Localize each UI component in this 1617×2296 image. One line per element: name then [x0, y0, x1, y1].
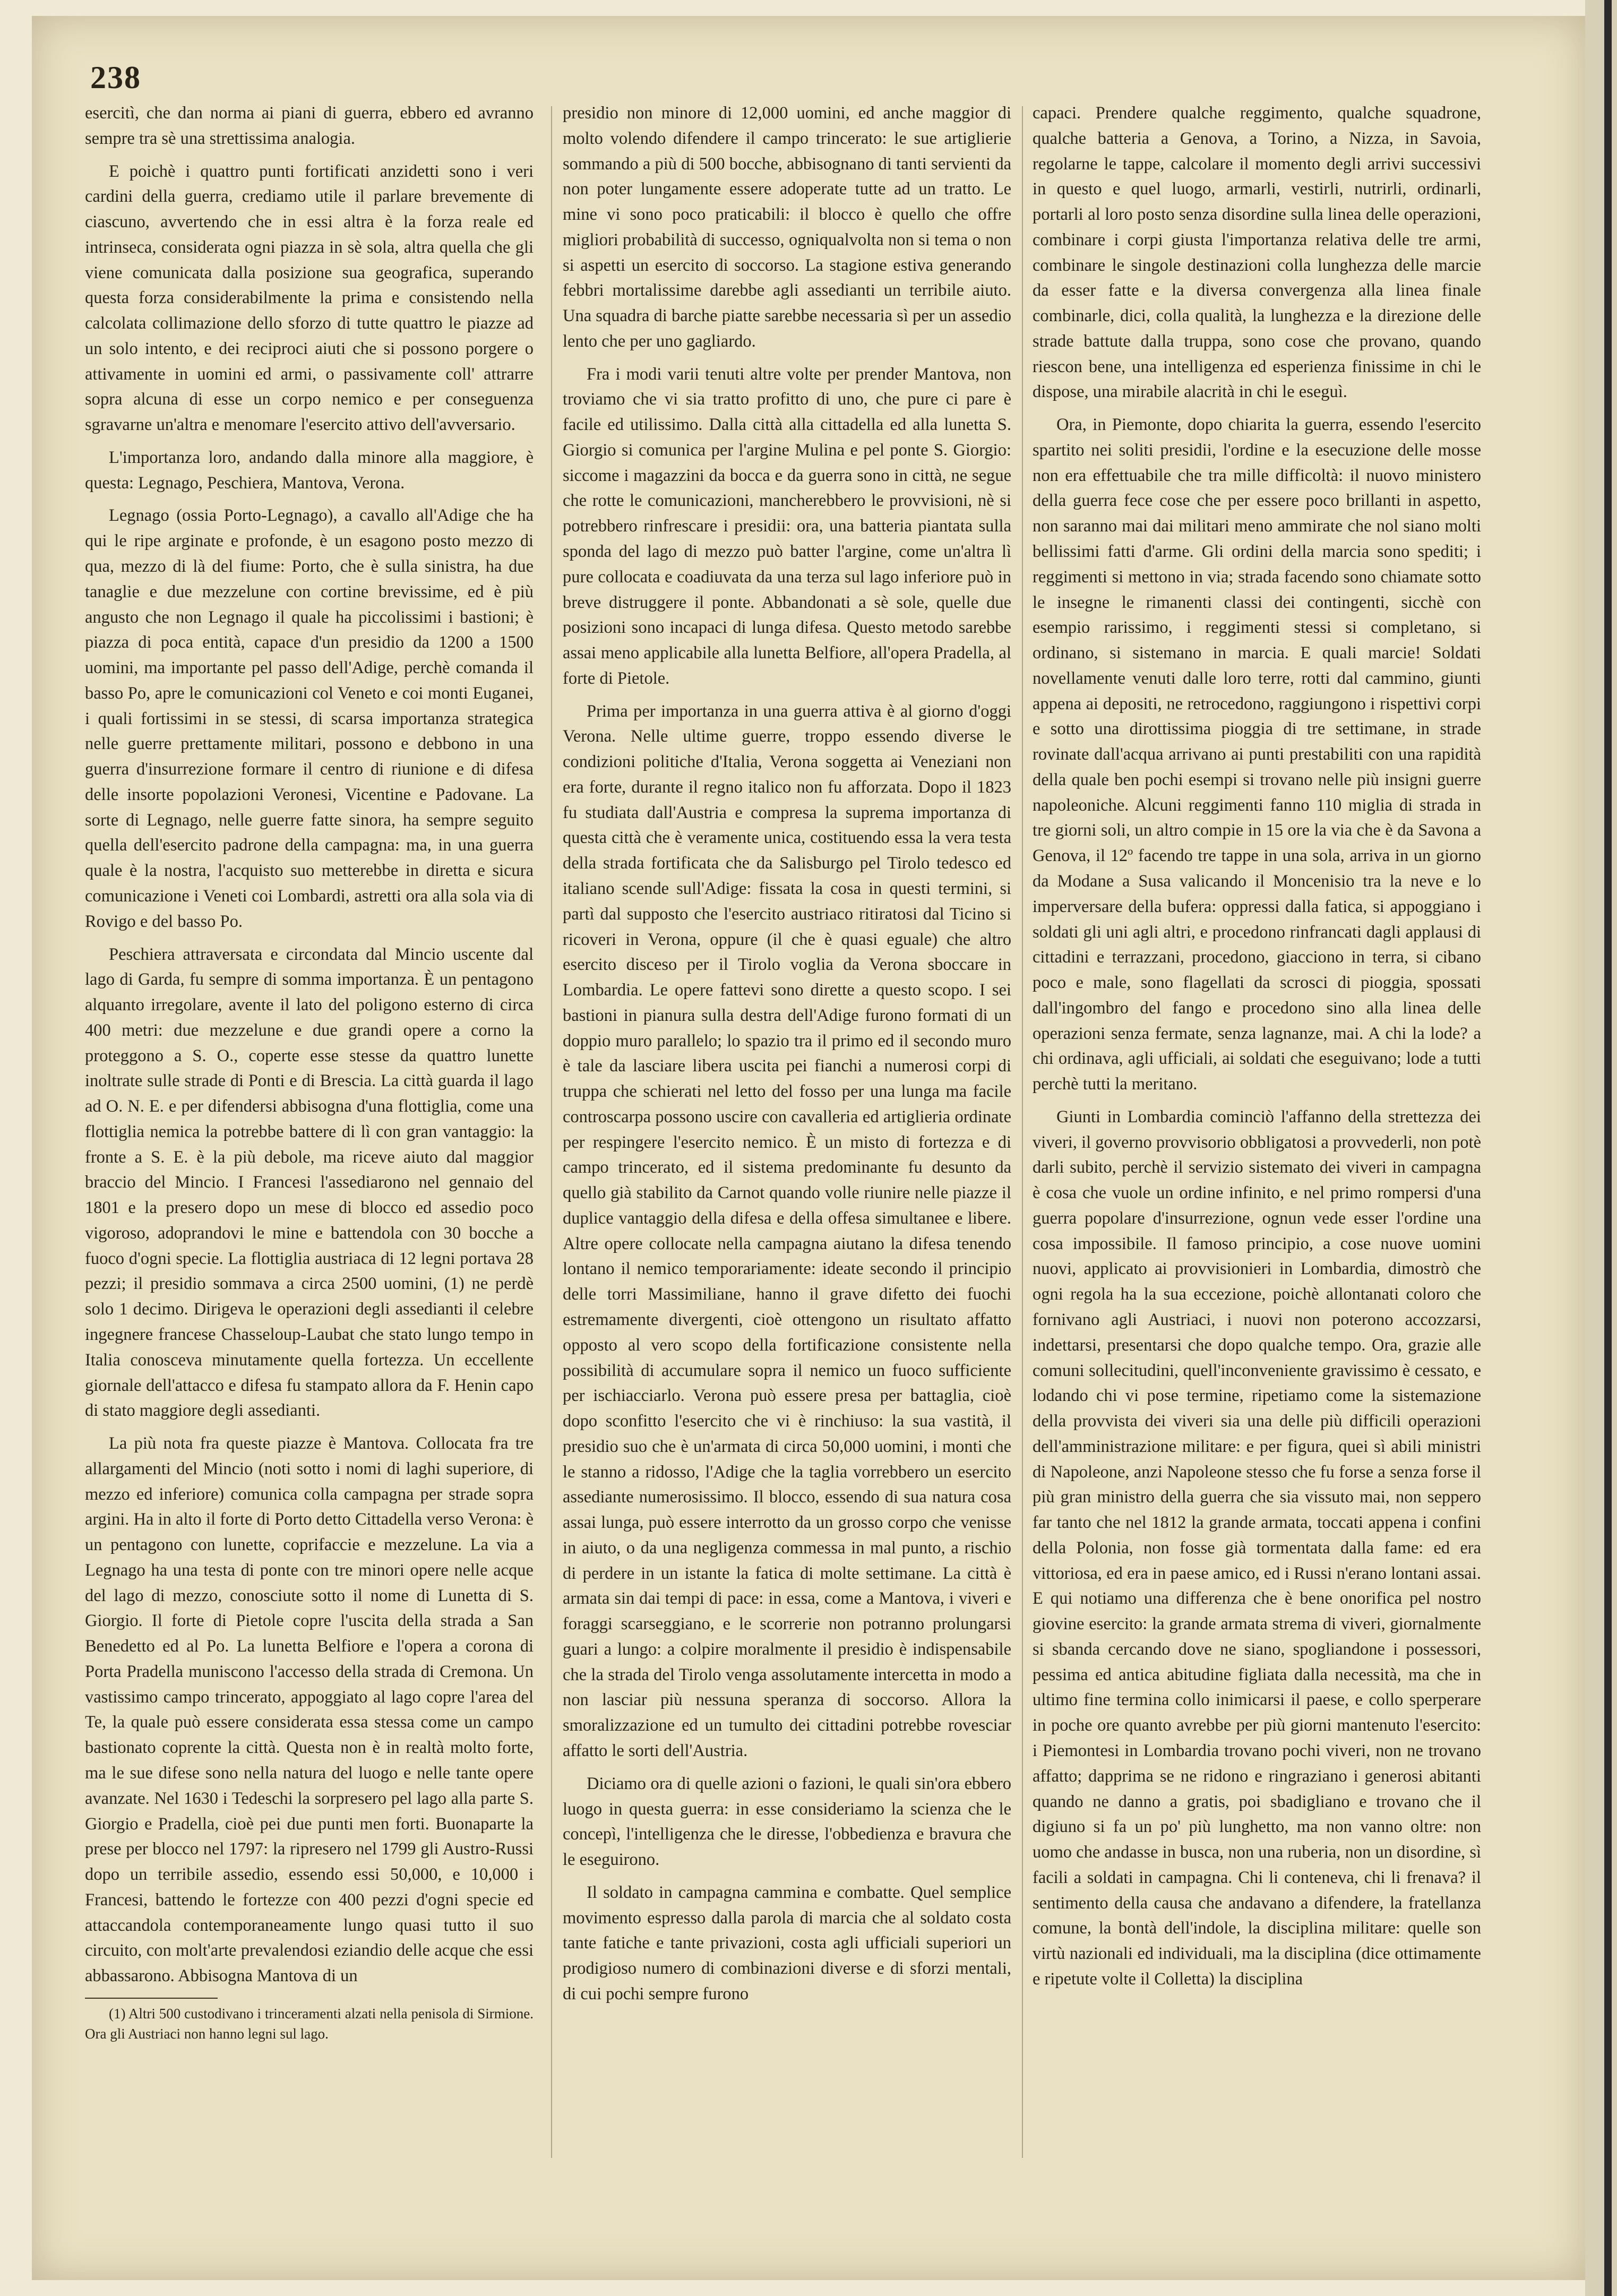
footnote-rule: [85, 1998, 218, 1999]
binding-stripe: [1604, 0, 1612, 2296]
footnote: (1) Altri 500 custodivano i trinceramenti alzati nella penisola di Sirmione. Ora gli Austriaci non hanno legni sul lago.: [85, 2005, 534, 2042]
paragraph: Prima per importanza in una guerra attiva è al giorno d'oggi Verona. Nelle ultime guerre, troppo essendo diverse le condizioni politiche d'Italia, Verona soggetta ai Veneziani non era forte, durante il regno italico non fu afforzata. Dopo il 1823 fu studiata dall'Austria e compresa la suprema importanza di questa città che è veramente unica, costituendo essa la vera testa della strada fortificata che da Salisburgo pel Tirolo tedesco ed italiano scende sull'Adige: fissata la cosa in questi termini, si partì dal supposto che l'esercito austriaco ritiratosi dal Ticino si ricoveri in Verona, oppure (il che è quasi eguale) che altro esercito disceso per il Tirolo voglia da Verona sboccare in Lombardia. Le opere fattevi sono dirette a questo scopo. I sei bastioni in pianura sulla destra dell'Adige furono formati di un doppio muro parallelo; lo spazio tra il primo ed il secondo muro è tale da lasciare libera uscita pei fianchi a numerosi corpi di truppa che schierati nel letto del fosso per una lunga ma facile controscarpa possono uscire con cavalleria ed artiglieria ordinate per respingere l'esercito nemico. È un misto di fortezza e di campo trincerato, ed il sistema predominante fu desunto da quello già stabilito da Carnot quando volle riunire nelle piazze il duplice vantaggio della difesa e della offesa simultanee e libere. Altre opere collocate nella campagna aiutano la difesa tenendo lontano il nemico temporariamente: ideate secondo il principio delle torri Massimiliane, hanno il grave difetto dei fuochi estremamente divergenti, cioè ottengono un risultato affatto opposto al vero scopo della fortificazione consistente nella possibilità di accumulare sopra il nemico un fuoco sufficiente per ischiacciarlo. Verona può essere presa per battaglia, cioè dopo sconfitto l'esercito che vi è rinchiuso: la sua vastità, il presidio suo che è un'armata di circa 50,000 uomini, i monti che le stanno a ridosso, l'Adige che la taglia vorrebbero un esercito assediante numerosissimo. Il blocco, essendo di sua natura cosa assai lunga, può essere interrotto da un grosso corpo che venisse in aiuto, o da una negligenza commessa in mal punto, a rischio di perdere in un istante la fatica di molte settimane. La città è armata sin dai tempi di pace: in essa, come a Mantova, i viveri e foraggi scarseggiano, e le scorrerie non potranno prolungarsi guari a lungo: a colpire moralmente il presidio è indispensabile che la strada del Tirolo venga assolutamente intercetta in modo a non lasciar più nessuna speranza di soccorso. Allora la smoralizzazione ed un tumulto dei cittadini potrebbe rovesciar affatto le sorti dell'Austria.: [563, 701, 1011, 1760]
paragraph: La più nota fra queste piazze è Mantova. Collocata fra tre allargamenti del Mincio (noti sotto i nomi di laghi superiore, di mezzo ed inferiore) comunica colla campagna per strade sopra argini. Ha in alto il forte di Porto detto Cittadella verso Verona: è un pentagono con lunette, coprifaccie e mezzelune. La via a Legnago ha una testa di ponte con tre minori opere nelle acque del lago di mezzo, conosciute sotto il nome di Lunetta di S. Giorgio. Il forte di Pietole copre l'uscita della strada a San Benedetto ed al Po. La lunetta Belfiore e l'opera a corona di Porta Pradella muniscono l'accesso della strada di Cremona. Un vastissimo campo trincerato, appoggiato al lago copre l'area del Te, la quale può essere considerata essa stessa come un campo bastionato coprente la città. Questa non è in realtà molto forte, ma le sue difese sono nella natura del luogo e nelle tante opere avanzate. Nel 1630 i Tedeschi la sorpresero pel lago alla parte S. Giorgio e Pradella, cioè pei due punti men forti. Buonaparte la prese per blocco nel 1797: la ripresero nel 1799 gli Austro-Russi dopo un terribile assedio, essendo essi 50,000, e 10,000 i Francesi, battendo le fortezze con 400 pezzi d'ogni specie ed attaccandola contemporaneamente lungo quasi tutto il suo circuito, con molt'arte prevalendosi eziandio delle acque che essi abbassarono. Abbisogna Mantova di un: [85, 1434, 534, 1986]
column-divider: [551, 106, 552, 2158]
paragraph: Il soldato in campagna cammina e combatte. Quel semplice movimento espresso dalla parola di marcia che al soldato costa tante fatiche e tante privazioni, costa agli ufficiali superiori un prodigioso numero di combinazioni diverse e di sforzi mentali, di cui pochi sempre furono: [563, 1882, 1011, 2003]
text-column-2: [563, 101, 1011, 2216]
column-divider: [1022, 106, 1023, 2158]
page-number: 238: [90, 60, 141, 95]
paragraph: esercitì, che dan norma ai piani di guerra, ebbero ed avranno sempre tra sè una strettissima analogia.: [85, 104, 534, 148]
paragraph: Diciamo ora di quelle azioni o fazioni, le quali sin'ora ebbero luogo in questa guerra: in esse consideriamo la scienza che le concepì, l'intelligenza che le diresse, l'obbedienza e bravura che le eseguirono.: [563, 1774, 1011, 1870]
paragraph: Peschiera attraversata e circondata dal Mincio uscente dal lago di Garda, fu sempre di somma importanza. È un pentagono alquanto irregolare, avente il lato del poligono esterno di circa 400 metri: due mezzelune e due grandi opere a corno la proteggono a S. O., coperte esse stesse da quattro lunette inoltrate sulle strade di Ponti e di Brescia. La città guarda il lago ad O. N. E. e per difendersi abbisogna d'una flottiglia, come una flottiglia nemica la potrebbe battere di lì con gran vantaggio: la fronte a S. E. è la più debole, ma riceve aiuto dal maggior braccio del Mincio. I Francesi l'assediarono nel gennaio del 1801 e la presero dopo un mese di blocco ed assedio poco vigoroso, adoprandovi le mine e battendola con 30 bocche a fuoco d'ogni specie. La flottiglia austriaca di 12 legni portava 28 pezzi; il presidio sommava a circa 2500 uomini, (1) ne perdè solo 1 decimo. Dirigeva le operazioni degli assedianti il celebre ingegnere francese Chasseloup-Laubat che stato lungo tempo in Italia conosceva minutamente quella fortezza. Un eccellente giornale dell'attacco e difesa fu stampato allora da F. Henin capo di stato maggiore degli assedianti.: [85, 944, 534, 1421]
paragraph: capaci. Prendere qualche reggimento, qualche squadrone, qualche batteria a Genova, a Torino, a Nizza, in Savoia, regolarne le tappe, calcolare il momento degli arrivi successivi in questo e quel luogo, armarli, vestirli, nutrirli, ordinarli, portarli al loro posto senza disordine sulla linea delle operazioni, combinare i corpi giusta l'importanza relativa delle tre armi, combinare le singole destinazioni colla lunghezza delle marcie da esser fatte e la diversa convergenza alla linea finale combinarle, dici, colla qualità, la lunghezza e la direzione delle strade battute dalla truppa, sono cose che provano, quando riescon bene, una intelligenza ed esperienza finissime in chi le dispose, una mirabile alacrità in chi le eseguì.: [1033, 104, 1481, 402]
paragraph: L'importanza loro, andando dalla minore alla maggiore, è questa: Legnago, Peschiera, Mantova, Verona.: [85, 448, 534, 493]
paragraph: presidio non minore di 12,000 uomini, ed anche maggior di molto volendo difendere il campo trincerato: le sue artiglierie sommando a più di 500 bocche, abbisognano di tanti servienti da non poter lungamente essere adoperate tutte ad un tratto. Le mine vi sono poco praticabili: il blocco è quello che offre migliori probabilità di successo, ogniqualvolta non si tema o non si aspetti un esercito di soccorso. La stagione estiva generando febbri mortalissime darebbe agli assedianti un terribile aiuto. Una squadra di barche piatte sarebbe necessaria sì per un assedio lento che per uno gagliardo.: [563, 104, 1011, 351]
paragraph: E poichè i quattro punti fortificati anzidetti sono i veri cardini della guerra, crediamo utile il parlare brevemente di ciascuno, avvertendo che in essi altra è la forza reale ed intrinseca, considerata ogni piazza in sè sola, altra quella che gli viene comunicata dalla posizione sua geografica, superando questa forza considerabilmente la prima e consistendo nella calcolata collimazione dello sforzo di tutte quattro le piazze ad un solo intento, e dei reciproci aiuti che si possono porgere o attivamente in uomini ed armi, o passivamente coll' attrarre sopra alcuna di esse un corpo nemico e per conseguenza sgravarne un'altra e menomare l'esercito attivo dell'avversario.: [85, 161, 534, 435]
paragraph: Giunti in Lombardia cominciò l'affanno della strettezza dei viveri, il governo provvisorio obbligatosi a provvederli, non potè darli subito, perchè il servizio sistemato dei viveri in campagna è cosa che vuole un ordine infinito, e nel primo rompersi d'una guerra popolare d'insurrezione, ognun vede esser l'ordine una cosa impossibile. Il famoso principio, a cose nuove uomini nuovi, applicato ai provvisionieri in Lombardia, dimostrò che ogni regola ha la sua eccezione, poichè allontanati coloro che fornivano agli Austriaci, i nuovi non poterono accozzarsi, indettarsi, presentarsi che dopo qualche tempo. Ora, grazie alle comuni sollecitudini, quell'inconveniente gravissimo è cessato, e lodando chi vi pose termine, ripetiamo come la sistemazione della provvista dei viveri sia una delle più difficili operazioni dell'amministrazione militare: e per figura, quei sì abili ministri di Napoleone, anzi Napoleone stesso che fu forse a senza forse il più gran ministro della guerra che sia vissuto mai, non seppero far tanto che nel 1812 la grande armata, toccati appena i confini della Polonia, non fosse già tormentata dalla fame: ed era vittoriosa, ed era in paese amico, ed i Russi n'erano lontani assai. E qui notiamo una differenza che è bene onorifica pel nostro giovine esercito: la grande armata strema di viveri, giornalmente si sbanda cercando dove ne siano, spogliandone i possessori, pessima ed antica abitudine figliata dalla necessità, ma che in ultimo fine termina collo inimicarsi il paese, e collo sperperare in poche ore quanto avrebbe per più giorni mantenuto l'esercito: i Piemontesi in Lombardia trovano pochi viveri, non ne trovano affatto; dapprima se ne ridono e ringraziano i generosi abitanti quando ne danno a gratis, poi sbadigliano e trovano che il digiuno si fa un po' più lunghetto, ma non vanno oltre: non uomo che andasse in busca, non una ruberia, non un disordine, sì facili a soldati in campagna. Chi li conteneva, chi li frenava? il sentimento della causa che andavano a difendere, la fratellanza comune, la bontà dell'indole, la disciplina militare: quelle son virtù nazionali ed individuali, ma la disciplina (dice ottimamente e ripetute volte il Colletta) la disciplina: [1033, 1107, 1481, 1989]
paragraph: Fra i modi varii tenuti altre volte per prender Mantova, non troviamo che vi sia tratto profitto di uno, che pure ci pare è facile ed utilissimo. Dalla città alla cittadella ed alla lunetta S. Giorgio si comunica per l'argine Mulina e pel ponte S. Giorgio: siccome i magazzini da bocca e da guerra sono in città, ne segue che rotte le comunicazioni, mancherebbero le provvisioni, nè si potrebbero rinfrescare i presidii: ora, una batteria piantata sulla sponda del lago di mezzo può batter l'argine, come un'altra lì pure collocata e coadiuvata da una terza sul lago inferiore può in breve distruggere il ponte. Abbandonati a sè sole, quelle due posizioni sono incapaci di lunga difesa. Questo metodo sarebbe assai meno applicabile alla lunetta Belfiore, all'opera Pradella, al forte di Pietole.: [563, 364, 1011, 688]
page-binding: [1585, 0, 1617, 2296]
text-column-1: [85, 101, 534, 2118]
paragraph: Legnago (ossia Porto-Legnago), a cavallo all'Adige che ha qui le ripe arginate e profonde, è un esagono posto mezzo di qua, mezzo di là del fiume: Porto, che è sulla sinistra, ha due tanaglie e due mezzelune con cortine brevissime, ed è più angusto che non Legnago il quale ha piccolissimi i bastioni; è piazza di poca entità, capace d'un presidio da 1200 a 1500 uomini, ma importante pel passo dell'Adige, perchè comanda il basso Po, apre le comunicazioni col Veneto e coi monti Euganei, i quali fortissimi in se stessi, di scarsa importanza strategica nelle guerre prettamente militari, possono e debbono in una guerra d'insurrezione formare il centro di riunione e di difesa delle insorte popolazioni Veronesi, Vicentine e Padovane. La sorte di Legnago, nelle guerre fatte sinora, ha sempre seguito quella dell'esercito padrone della campagna: ma, in una guerra quale è la nostra, l'acquisto suo metterebbe in diretta e sicura comunicazione i Veneti coi Lombardi, astretti ora alla sola via di Rovigo e del basso Po.: [85, 506, 534, 931]
paragraph: Ora, in Piemonte, dopo chiarita la guerra, essendo l'esercito spartito nei soliti presidii, l'ordine e la esecuzione delle mosse non era effettuabile che tra mille difficoltà: il nuovo ministero della guerra fece cose che per essere poco brillanti in aspetto, non saranno mai dai militari meno ammirate che nol siano molti bellissimi fatti d'arme. Gli ordini della marcia sono spediti; i reggimenti si mettono in via; strada facendo sono chiamate sotto le insegne le rimanenti classi dei contingenti, sicchè con esempio rarissimo, i reggimenti stessi si completano, si ordinano, si sistemano in marcia. E quali marcie! Soldati novellamente venuti dalle loro terre, rotti dal cammino, giunti appena ai depositi, ne retrocedono, raggiungono i rispettivi corpi e sotto una dirottissima pioggia di tre settimane, in strade rovinate dall'acqua arrivano ai punti prestabiliti con una rapidità della quale ben pochi esempi si trovano nelle più insigni guerre napoleoniche. Alcuni reggimenti fanno 110 miglia di strada in tre giorni soli, un altro compie in 15 ore la via che è da Savona a Genova, il 12º facendo tre tappe in una sola, arriva in un giorno da Modane a Susa valicando il Moncenisio tra la neve e lo imperversare della bufera: oppressi dalla fatica, si appoggiano i soldati gli uni agli altri, e procedono rinfrancati dagli applausi di cittadini e terrazzani, procedono, giacciono in terra, si cibano poco e male, sono flagellati da scrosci di pioggia, spossati dall'ingombro del fango e procedono sino alla linea delle operazioni senza fermate, senza lagnanze, mai. A chi la lode? a chi ordinava, agli ufficiali, ai soldati che eseguivano; lode a tutti perchè tutti la meritano.: [1033, 415, 1481, 1094]
text-column-3: [1033, 101, 1481, 2216]
